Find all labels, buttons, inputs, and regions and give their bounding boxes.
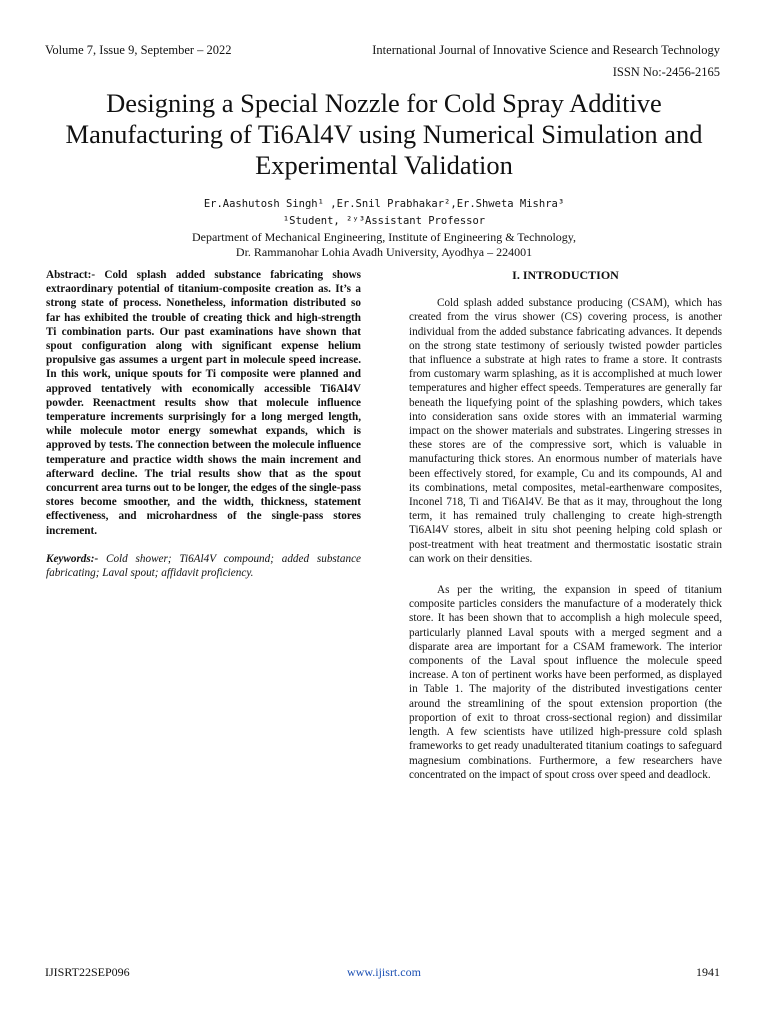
right-column [409,268,722,799]
header-volume-issue: Volume 7, Issue 9, September – 2022 [45,43,232,57]
author-roles: ¹Student, ²ʸ³Assistant Professor [282,215,486,227]
intro-paragraph-2: As per the writing, the expansion in speed of titanium composite particles considers the manufacture of a moderately thick store. It has been shown that to accomplish a high molecule speed, particularly planned Laval spouts with a merged segment and a disparate area are important for a CSAM framework. The interior components of the Laval spout influence the molecule speed increase. A ton of pertinent works have been performed, as displayed in Table 1. The majority of the distributed investigations center around the streamlining of the spout extension proportion (the proportion of exit to throat cross-sectional region) and dissimilar length. A few scientists have utilized high-pressure cold splash frameworks to get ready unadulterated titanium coatings to safeguard magnesium combinations. Furthermore, a few researchers have concentrated on the impact of spout cross over speed and deadlock. [409,584,722,781]
header-journal-name: International Journal of Innovative Science and Research Technology [372,43,720,57]
footer-paper-id: IJISRT22SEP096 [45,965,130,979]
footer-page-number: 1941 [696,965,720,979]
header-issn: ISSN No:-2456-2165 [612,65,720,79]
left-column [46,268,361,580]
intro-paragraph-1: Cold splash added substance producing (CSAM), which has created from the virus shower (CS) covering process, is another individual from the added substance fabricating advances. It depends on the strong state testimony of seriously twisted powder particles that influence a substrate at high rates to frame a store. It contrasts from customary warm splashing, as it is accomplished at much lower temperatures and higher effect speeds. Temperatures are generally far beneath the liquefying point of the splashing powders, which takes into consideration sans oxide stores with an immaterial warming impact on the shower materials and substrates. Lingering stresses in these stores are of the compressive sort, which is valuable in manufacturing thick stores. An enormous number of materials have been effectively stored, for example, Cu and its compounds, Al and its combinations, metal composites, metal-earthenware composites, Inconel 718, Ti and Ti6Al4V. Be that as it may, throughout the long term, it has remained truly challenging to create high-strength Ti6Al4V stores, albeit in situ shot peening helping cold splash or post-treatment with heat treatment and thermostatic isostatic strain can work on their densities. [409,297,722,565]
affiliation-line-2: Dr. Rammanohar Lohia Avadh University, Ayodhya – 224001 [235,245,533,259]
paper-title: Designing a Special Nozzle for Cold Spray Additive Manufacturing of Ti6Al4V using Numerical Simulation and Experimental Validation [65,88,703,180]
affiliation-line-1: Department of Mechanical Engineering, Institute of Engineering & Technology, [191,230,577,244]
keywords-text: Cold shower; Ti6Al4V compound; added substance fabricating; Laval spout; affidavit proficiency. [46,552,361,580]
keywords [46,552,361,580]
footer-website-link[interactable]: www.ijisrt.com [347,965,421,979]
section-heading-introduction: I. INTRODUCTION [512,268,619,282]
keywords-label: Keywords:- [46,552,99,565]
abstract: Abstract:- Cold splash added substance fabricating shows extraordinary potential of titanium-composite creation as. It’s a strong state of process. Nonetheless, information distributed so far has exhibited the trouble of creating thick and high-strength Ti combination parts. Our past examinations have shown that spout configuration along with significant expense helium propulsive gas assumes a urgent part in molecule speed increase. In this work, unique spouts for Ti composite were planned and approved tentatively with economically accessible Ti6Al4V powder. Reenactment results show that molecule influence temperature increments surprisingly for a long merged length, while molecule motor energy somewhat expands, which is approved by tests. The connection between the molecule influence temperature and practice width shows the main increment and afterward decline. The trial results show that as the spout concurrent area turns out to be longer, the edges of the single-pass stores become smoother, and the width, thickness, statement effectiveness, and microhardness of the single-pass stores increment. [46,269,361,537]
author-list: Er.Aashutosh Singh¹ ,Er.Snil Prabhakar²,Er.Shweta Mishra³ [203,198,565,210]
affiliation [30,230,738,260]
